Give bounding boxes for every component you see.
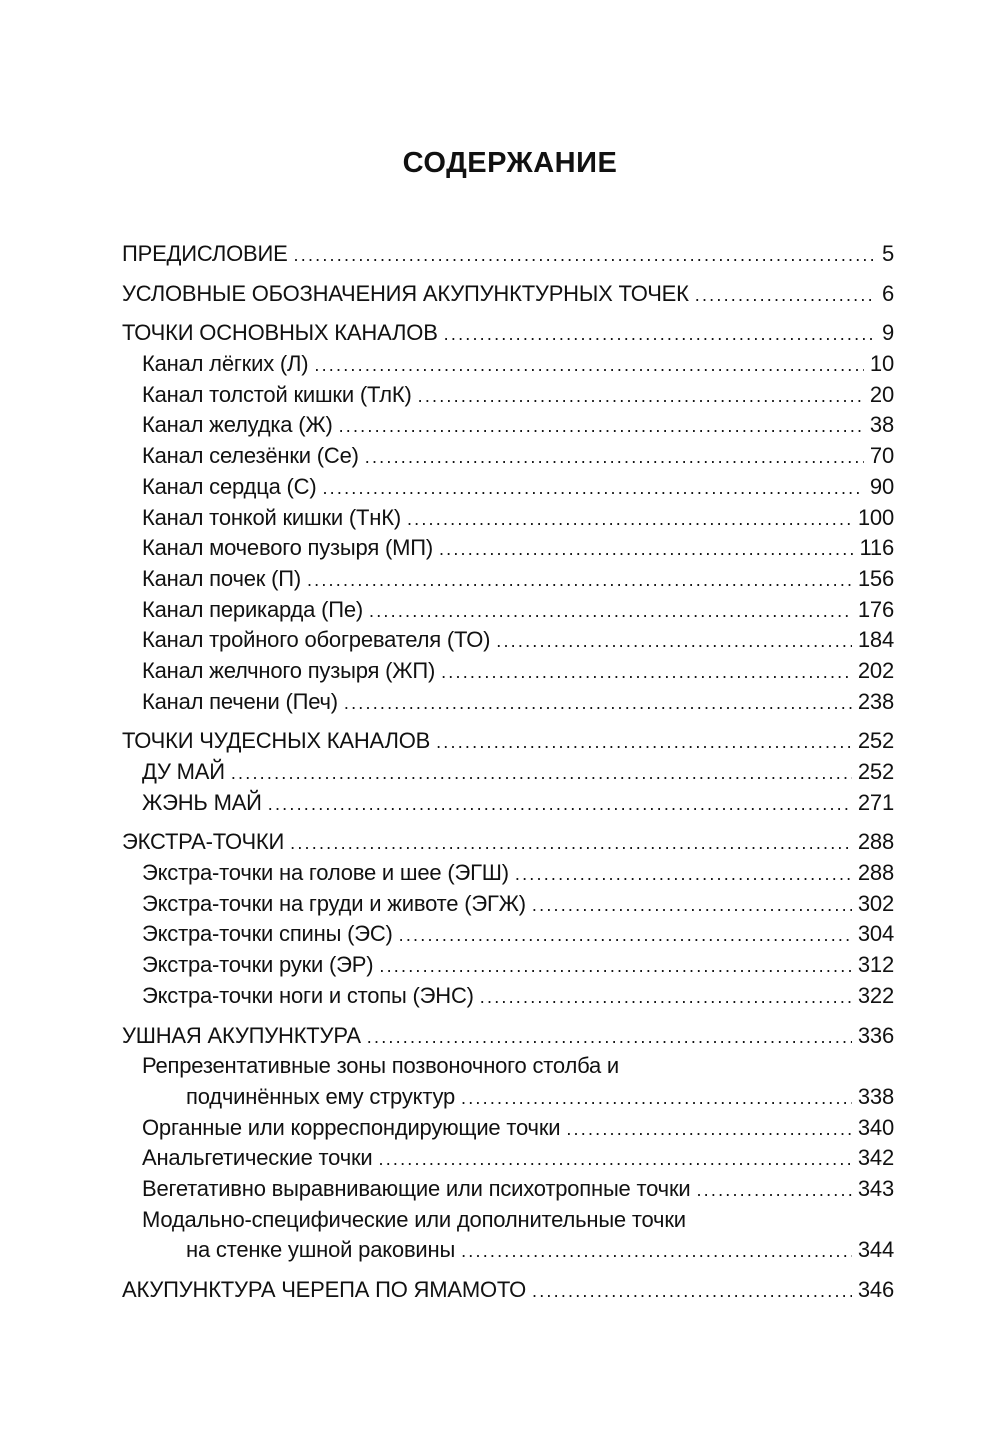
- toc-section: [122, 279, 894, 310]
- toc-entry: [122, 625, 894, 656]
- toc-section: [122, 318, 894, 349]
- toc-entry: [122, 1082, 894, 1113]
- toc-entry: [122, 757, 894, 788]
- dot-leader: [268, 789, 852, 820]
- toc-entry-title: ДУ МАЙ: [142, 759, 225, 784]
- toc-page-number: 288: [857, 829, 894, 855]
- page-title: СОДЕРЖАНИЕ: [402, 147, 618, 179]
- dot-leader: [369, 596, 852, 627]
- toc-page-number: 156: [857, 565, 894, 591]
- toc-entry-title: УШНАЯ АКУПУНКТУРА: [122, 1022, 361, 1048]
- dot-leader: [344, 688, 852, 719]
- dot-leader: [290, 828, 852, 859]
- dot-leader: [365, 442, 864, 473]
- toc-entry-title: Модально-специфические или дополнительные точки: [142, 1206, 686, 1232]
- toc-entry: [122, 1113, 894, 1144]
- toc-entry: [122, 889, 894, 920]
- toc-page-number: 288: [857, 860, 894, 886]
- toc-entry-title: ТОЧКИ ОСНОВНЫХ КАНАЛОВ: [122, 320, 438, 346]
- toc-section: [122, 1275, 894, 1306]
- toc-entry: [122, 858, 894, 889]
- toc-entry-title: ПРЕДИСЛОВИЕ: [122, 241, 288, 266]
- toc-entry-title: Экстра-точки ноги и стопы (ЭНС): [142, 982, 474, 1008]
- toc-section: [122, 1021, 894, 1052]
- toc-entry-title: Канал желудка (Ж): [142, 412, 333, 438]
- dot-leader: [339, 411, 864, 442]
- toc-entry: [122, 533, 894, 564]
- toc-section: [122, 827, 894, 858]
- toc-section: [122, 239, 894, 270]
- dot-leader: [696, 1175, 851, 1206]
- toc-page-number: 9: [881, 320, 894, 346]
- toc-entry-title: Канал желчного пузыря (ЖП): [142, 657, 436, 683]
- toc-page-number: 346: [857, 1277, 894, 1302]
- dot-leader: [314, 350, 864, 381]
- toc-entry-title: ЭКСТРА-ТОЧКИ: [122, 829, 285, 855]
- toc-page-number: 176: [857, 596, 894, 622]
- dot-leader: [515, 859, 852, 890]
- toc-page-number: 252: [857, 728, 894, 754]
- toc-entry-title: Канал тонкой кишки (ТнК): [142, 504, 401, 530]
- toc-page-number: 343: [857, 1175, 894, 1201]
- toc-entry-title: Канал мочевого пузыря (МП): [142, 535, 433, 561]
- toc-page-number: 312: [857, 952, 894, 978]
- dot-leader: [441, 657, 852, 688]
- toc-entry: [122, 595, 894, 626]
- toc-entry: [122, 410, 894, 441]
- toc-page-number: 5: [881, 241, 894, 266]
- toc-entry: [122, 981, 894, 1012]
- dot-leader: [294, 240, 876, 271]
- dot-leader: [379, 951, 852, 982]
- toc-entry: [122, 1051, 894, 1082]
- toc-entry-title: Органные или корреспондирующие точки: [142, 1114, 561, 1140]
- toc-entry: [122, 472, 894, 503]
- toc-page-number: 342: [857, 1145, 894, 1171]
- toc-entry: [122, 564, 894, 595]
- dot-leader: [461, 1236, 852, 1267]
- toc-entry-title: Канал почек (П): [142, 565, 301, 591]
- toc-page-number: 202: [857, 657, 894, 683]
- toc-entry-title: Экстра-точки на голове и шее (ЭГШ): [142, 860, 509, 886]
- toc-entry-title: Канал печени (Печ): [142, 688, 338, 714]
- toc-page-number: 20: [869, 381, 894, 407]
- toc-page-number: 304: [857, 921, 894, 947]
- toc-page-number: 336: [857, 1022, 894, 1048]
- toc-entry-title: ЖЭНЬ МАЙ: [142, 789, 262, 815]
- toc-entry: [122, 1174, 894, 1205]
- dot-leader: [532, 890, 852, 921]
- toc-entry-title: ТОЧКИ ЧУДЕСНЫХ КАНАЛОВ: [122, 728, 431, 754]
- toc-page-number: 38: [869, 412, 894, 438]
- dot-leader: [407, 504, 852, 535]
- dot-leader: [379, 1144, 852, 1175]
- toc-entry-title: Экстра-точки спины (ЭС): [142, 921, 393, 947]
- dot-leader: [566, 1114, 852, 1145]
- dot-leader: [231, 758, 852, 789]
- toc-page-number: 90: [869, 473, 894, 499]
- toc-entry-title: Канал сердца (С): [142, 473, 317, 499]
- toc-page-number: 340: [857, 1114, 894, 1140]
- dot-leader: [461, 1083, 852, 1114]
- toc-entry-title: Канал перикарда (Пе): [142, 596, 364, 622]
- toc-page-number: 100: [857, 504, 894, 530]
- toc-entry: [122, 1143, 894, 1174]
- dot-leader: [399, 920, 852, 951]
- toc-entry-title: Экстра-точки на груди и животе (ЭГЖ): [142, 890, 526, 916]
- dot-leader: [307, 565, 852, 596]
- dot-leader: [439, 534, 854, 565]
- toc-section: [122, 726, 894, 757]
- table-of-contents: [122, 239, 894, 1306]
- toc-entry-title: подчинённых ему структур: [186, 1083, 456, 1109]
- toc-entry-title: Репрезентативные зоны позвоночного столба и: [142, 1053, 620, 1079]
- dot-leader: [532, 1276, 852, 1307]
- toc-page-number: 252: [857, 759, 894, 784]
- toc-entry-title: Канал толстой кишки (ТлК): [142, 381, 412, 407]
- dot-leader: [367, 1022, 852, 1053]
- toc-entry-title: Анальгетические точки: [142, 1145, 373, 1171]
- toc-entry-title: на стенке ушной раковины: [186, 1237, 456, 1263]
- toc-page-number: 322: [857, 982, 894, 1008]
- toc-page-number: 184: [857, 627, 894, 653]
- toc-page-number: 238: [857, 688, 894, 714]
- toc-entry: [122, 656, 894, 687]
- toc-entry: [122, 503, 894, 534]
- toc-entry-title: УСЛОВНЫЕ ОБОЗНАЧЕНИЯ АКУПУНКТУРНЫХ ТОЧЕК: [122, 280, 689, 306]
- toc-entry: [122, 441, 894, 472]
- toc-entry: [122, 950, 894, 981]
- toc-page-number: 271: [857, 789, 894, 815]
- toc-page-number: 344: [857, 1237, 894, 1263]
- toc-entry-title: Канал лёгких (Л): [142, 351, 309, 377]
- dot-leader: [695, 280, 876, 311]
- dot-leader: [444, 319, 876, 350]
- toc-page-number: 338: [857, 1083, 894, 1109]
- toc-page-number: 10: [869, 351, 894, 377]
- toc-entry: [122, 788, 894, 819]
- toc-entry-title: Канал тройного обогревателя (ТО): [142, 627, 491, 653]
- dot-leader: [436, 727, 852, 758]
- toc-entry: [122, 1205, 894, 1236]
- toc-entry-title: Вегетативно выравнивающие или психотропные точки: [142, 1175, 691, 1201]
- dot-leader: [480, 982, 852, 1013]
- toc-page-number: 302: [857, 890, 894, 916]
- toc-entry: [122, 380, 894, 411]
- toc-entry: [122, 349, 894, 380]
- dot-leader: [322, 473, 863, 504]
- toc-page-number: 116: [859, 535, 894, 561]
- toc-entry-title: Экстра-точки руки (ЭР): [142, 952, 374, 978]
- toc-entry: [122, 1235, 894, 1266]
- toc-entry-title: Канал селезёнки (Се): [142, 443, 359, 469]
- toc-page-number: 6: [881, 280, 894, 306]
- dot-leader: [496, 626, 852, 657]
- toc-entry: [122, 687, 894, 718]
- toc-entry: [122, 919, 894, 950]
- dot-leader: [418, 381, 864, 412]
- toc-entry-title: АКУПУНКТУРА ЧЕРЕПА ПО ЯМАМОТО: [122, 1277, 527, 1302]
- toc-page-number: 70: [869, 443, 894, 469]
